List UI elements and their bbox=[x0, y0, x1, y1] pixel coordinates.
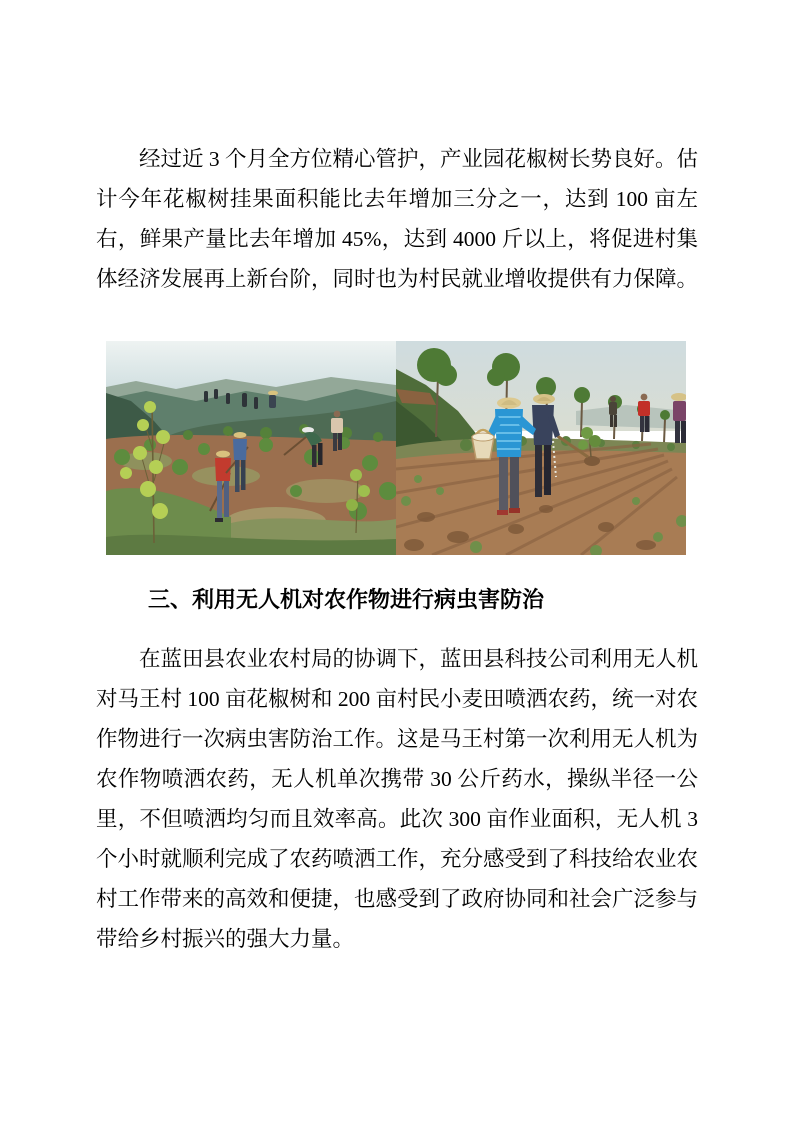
text-line: 对马王村 100 亩花椒树和 200 亩村民小麦田喷洒农药，统一对农 bbox=[96, 687, 699, 711]
text-line: 计今年花椒树挂果面积能比去年增加三分之一，达到 100 亩左 bbox=[96, 187, 698, 211]
text-line: 个小时就顺利完成了农药喷洒工作，充分感受到了科技给农业农 bbox=[96, 847, 699, 871]
text-line: 体经济发展再上新台阶，同时也为村民就业增收提供有力保障。 bbox=[96, 267, 699, 291]
text-line: 带给乡村振兴的强大力量。 bbox=[96, 927, 355, 951]
paragraph-drone-spraying bbox=[96, 639, 698, 959]
photo-farmers-planting-field bbox=[396, 341, 686, 555]
text-line: 里，不但喷洒均匀而且效率高。此次 300 亩作业面积，无人机 3 bbox=[96, 807, 698, 831]
text-line: 村工作带来的高效和便捷，也感受到了政府协同和社会广泛参与 bbox=[96, 887, 699, 911]
text-line: 在蓝田县农业农村局的协调下，蓝田县科技公司利用无人机 bbox=[139, 647, 699, 671]
section-heading-drone-pest-control: 三、利用无人机对农作物进行病虫害防治 bbox=[148, 587, 545, 612]
text-line: 作物进行一次病虫害防治工作。这是马王村第一次利用无人机为 bbox=[96, 727, 699, 751]
text-line: 经过近 3 个月全方位精心管护，产业园花椒树长势良好。估 bbox=[139, 147, 699, 171]
paragraph-pepper-orchard-results bbox=[96, 139, 698, 299]
photo-row bbox=[106, 341, 686, 555]
text-line: 右，鲜果产量比去年增加 45%，达到 4000 斤以上，将促进村集 bbox=[96, 227, 698, 251]
text-line: 农作物喷洒农药，无人机单次携带 30 公斤药水，操纵半径一公 bbox=[96, 767, 698, 791]
photo-villagers-hoeing-hillside bbox=[106, 341, 396, 555]
